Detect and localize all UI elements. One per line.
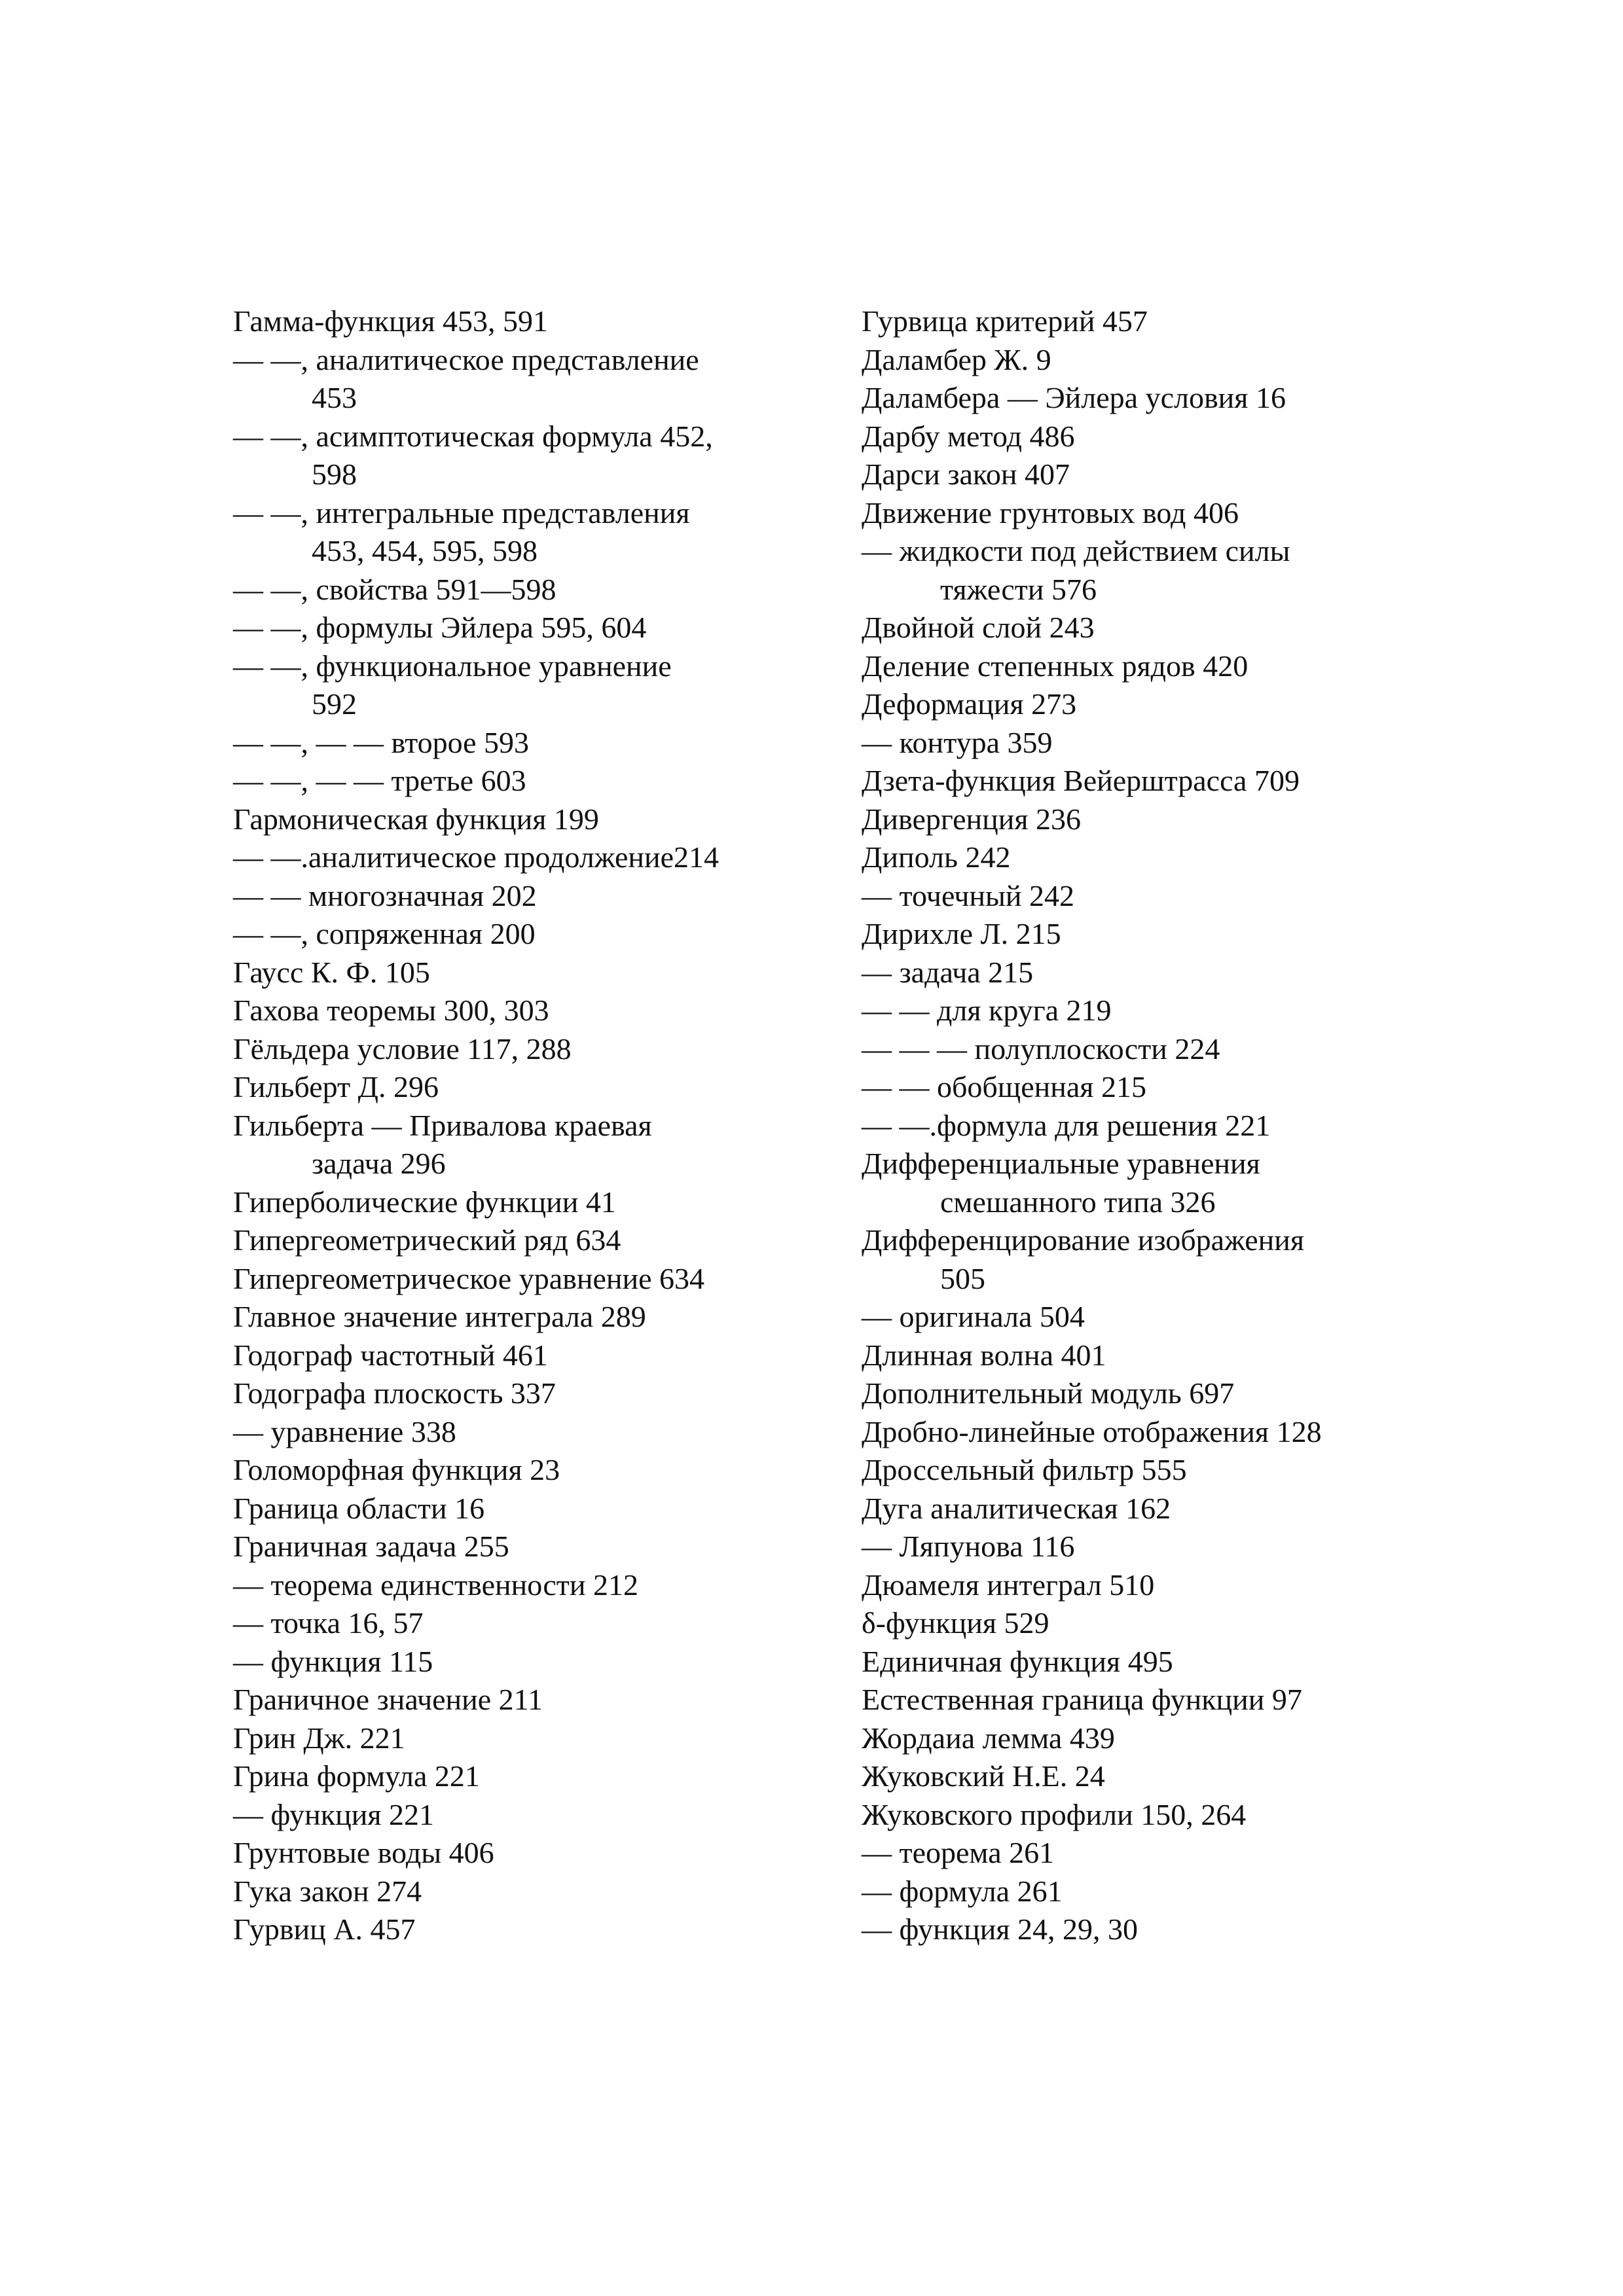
index-entry — [862, 724, 1451, 762]
index-entry — [862, 1068, 1451, 1107]
index-entry — [862, 1834, 1451, 1873]
index-entry — [862, 647, 1451, 686]
index-entry-text: — —.аналитическое продолжение214 — [233, 840, 720, 874]
index-entry — [862, 1030, 1451, 1069]
index-entry — [862, 915, 1451, 954]
index-entry — [233, 1030, 822, 1069]
index-entry — [233, 647, 822, 724]
index-entry — [862, 1336, 1451, 1375]
index-entry — [862, 532, 1451, 609]
index-entry-text: — —.формула для решения 221 — [862, 1108, 1271, 1142]
index-entry-text: Жуковского профили 150, 264 — [862, 1797, 1247, 1831]
index-entry-text: Гука закон 274 — [233, 1874, 422, 1908]
index-entry-text: Грина формула 221 — [233, 1759, 480, 1793]
index-entry-text: Деление степенных рядов 420 — [862, 649, 1249, 683]
index-entry — [862, 800, 1451, 839]
index-entry — [862, 1298, 1451, 1336]
index-entry-text: Гурвиц А. 457 — [233, 1912, 416, 1946]
index-entry — [862, 762, 1451, 800]
index-entry — [233, 915, 822, 954]
index-entry-text: Деформация 273 — [862, 687, 1077, 721]
index-entry — [233, 1796, 822, 1835]
index-entry-text: — — — полуплоскости 224 — [862, 1031, 1220, 1066]
index-entry-continuation: смешанного типа 326 — [940, 1185, 1216, 1219]
index-entry-text: Главное значение интеграла 289 — [233, 1300, 646, 1333]
index-entry — [862, 609, 1451, 647]
index-entry-text: — —, интегральные представления — [233, 495, 690, 529]
index-entry-text: Дифференциальные уравнения — [862, 1147, 1260, 1180]
index-entry-text: — теорема 261 — [862, 1836, 1055, 1869]
index-entry — [862, 1910, 1451, 1949]
index-entry-text: — —, функциональное уравнение — [233, 649, 672, 683]
index-entry — [233, 1451, 822, 1490]
index-entry-text: Дарси закон 407 — [862, 457, 1070, 491]
index-entry-text: Голоморфная функция 23 — [233, 1453, 560, 1486]
index-entry-text: Гёльдера условие 117, 288 — [233, 1031, 572, 1066]
index-entry — [862, 302, 1451, 341]
index-entry-text: Гипергеометрический ряд 634 — [233, 1223, 621, 1257]
index-entry-text: — точечный 242 — [862, 878, 1074, 912]
index-entry — [862, 1107, 1451, 1145]
index-entry — [233, 1604, 822, 1643]
index-entry-text: Единичная функция 495 — [862, 1644, 1173, 1678]
index-entry-text: — —, свойства 591—598 — [233, 572, 556, 606]
index-entry — [233, 1834, 822, 1873]
index-entry — [233, 571, 822, 609]
index-entry — [233, 954, 822, 992]
index-entry — [862, 1681, 1451, 1719]
index-entry-continuation: 598 — [312, 457, 357, 491]
index-entry-text: Дополнительный модуль 697 — [862, 1376, 1235, 1410]
index-entry — [233, 1068, 822, 1107]
index-entry — [862, 685, 1451, 724]
index-entry — [862, 1719, 1451, 1758]
index-entry — [233, 1566, 822, 1605]
index-entry-text: Гильберт Д. 296 — [233, 1070, 439, 1103]
index-entry-text: — функция 221 — [233, 1797, 435, 1831]
index-entry — [233, 1374, 822, 1413]
index-entry-text: — — многозначная 202 — [233, 878, 537, 912]
index-entry-text: δ-функция 529 — [862, 1606, 1049, 1640]
index-entry-continuation: тяжести 576 — [940, 572, 1097, 606]
index-entry — [233, 877, 822, 916]
index-entry-text: Движение грунтовых вод 406 — [862, 495, 1239, 529]
index-entry — [233, 992, 822, 1030]
index-entry-text: — — для круга 219 — [862, 994, 1112, 1027]
index-entry — [233, 838, 822, 877]
index-entry-text: Диполь 242 — [862, 840, 1011, 874]
index-entry — [862, 494, 1451, 533]
index-entry — [233, 1757, 822, 1796]
index-entry-text: — —, сопряженная 200 — [233, 917, 536, 950]
index-entry — [862, 341, 1451, 380]
index-entry-text: Грунтовые воды 406 — [233, 1836, 494, 1869]
index-entry — [862, 877, 1451, 916]
index-entry — [862, 1643, 1451, 1681]
index-entry — [233, 1107, 822, 1183]
index-entry-text: Гаусс К. Ф. 105 — [233, 955, 430, 989]
index-entry — [233, 762, 822, 800]
index-entry-text: — —, аналитическое представление — [233, 342, 699, 376]
index-entry — [862, 1528, 1451, 1566]
index-entry — [233, 1873, 822, 1911]
index-entry-text: Граничная задача 255 — [233, 1530, 509, 1563]
index-entry-text: Гахова теоремы 300, 303 — [233, 994, 549, 1027]
index-entry — [233, 724, 822, 762]
index-entry-text: Дифференцирование изображения — [862, 1223, 1305, 1257]
index-entry-text: Годограф частотный 461 — [233, 1338, 548, 1372]
index-entry — [233, 609, 822, 647]
index-entry-continuation: задача 296 — [312, 1147, 446, 1180]
index-entry — [862, 1757, 1451, 1796]
index-entry-text: Дробно-линейные отображения 128 — [862, 1414, 1322, 1448]
index-entry — [862, 1451, 1451, 1490]
index-entry-text: Гиперболические функции 41 — [233, 1185, 616, 1219]
index-entry — [862, 1145, 1451, 1221]
index-entry — [233, 1336, 822, 1375]
index-entry-text: — функция 24, 29, 30 — [862, 1912, 1139, 1946]
index-entry-text: Жуковский Н.Е. 24 — [862, 1759, 1105, 1793]
index-entry-text: — контура 359 — [862, 725, 1053, 759]
index-entry-text: — —, — — второе 593 — [233, 725, 530, 759]
index-entry-text: — —, асимптотическая формула 452, — [233, 419, 713, 453]
index-entry-text: — уравнение 338 — [233, 1414, 456, 1448]
index-entry — [233, 302, 822, 341]
index-entry-text: Дивергенция 236 — [862, 802, 1082, 836]
index-entry-continuation: 592 — [312, 687, 357, 721]
index-entry-text: Даламбер Ж. 9 — [862, 342, 1051, 376]
index-entry — [862, 379, 1451, 418]
index-entry — [233, 1719, 822, 1758]
index-entry — [862, 954, 1451, 992]
index-entry — [233, 1298, 822, 1336]
index-entry — [233, 1528, 822, 1566]
index-entry — [233, 1413, 822, 1452]
index-entry — [233, 1643, 822, 1681]
index-entry — [233, 1681, 822, 1719]
index-entry-text: Гипергеометрическое уравнение 634 — [233, 1261, 705, 1295]
index-entry-continuation: 453 — [312, 381, 357, 414]
index-entry — [233, 1260, 822, 1299]
index-entry — [233, 418, 822, 494]
index-entry-text: Гурвица критерий 457 — [862, 304, 1148, 338]
index-entry-continuation: 505 — [940, 1261, 985, 1295]
index-entry — [862, 1566, 1451, 1605]
index-entry-text: — —, — — третье 603 — [233, 764, 526, 797]
index-entry — [862, 1413, 1451, 1452]
index-entry-text: — задача 215 — [862, 955, 1034, 989]
index-entry — [233, 1221, 822, 1260]
index-entry — [233, 1490, 822, 1528]
index-entry-text: — точка 16, 57 — [233, 1606, 424, 1640]
index-entry-text: Дроссельный фильтр 555 — [862, 1453, 1187, 1486]
index-entry-text: Граничное значение 211 — [233, 1683, 543, 1716]
index-entry — [233, 341, 822, 418]
index-entry-text: Годографа плоскость 337 — [233, 1376, 556, 1410]
index-entry — [233, 1183, 822, 1222]
index-entry-text: Дюамеля интеграл 510 — [862, 1568, 1155, 1602]
index-entry-text: Дуга аналитическая 162 — [862, 1491, 1171, 1525]
index-entry-text: — жидкости под действием силы — [862, 534, 1290, 567]
index-entry — [862, 992, 1451, 1030]
index-entry — [233, 800, 822, 839]
index-entry-text: Даламбера — Эйлера условия 16 — [862, 381, 1286, 414]
index-entry — [862, 838, 1451, 877]
index-entry-text: Грин Дж. 221 — [233, 1721, 405, 1755]
index-entry-text: — теорема единственности 212 — [233, 1568, 639, 1602]
index-entry — [862, 1221, 1451, 1298]
index-entry-text: Двойной слой 243 — [862, 611, 1095, 644]
index-entry — [862, 1796, 1451, 1835]
index-entry-continuation: 453, 454, 595, 598 — [312, 534, 538, 567]
index-entry — [862, 1374, 1451, 1413]
index-entry-text: — формула 261 — [862, 1874, 1063, 1908]
index-entry — [862, 1604, 1451, 1643]
index-entry-text: Дарбу метод 486 — [862, 419, 1075, 453]
index-entry-text: Дирихле Л. 215 — [862, 917, 1061, 950]
index-entry-text: — функция 115 — [233, 1644, 433, 1678]
index-entry-text: Дзета-функция Вейерштрасса 709 — [862, 764, 1300, 797]
index-entry — [862, 1873, 1451, 1911]
index-entry-text: — — обобщенная 215 — [862, 1070, 1146, 1103]
index-column-left — [233, 302, 822, 1949]
index-entry-text: — —, формулы Эйлера 595, 604 — [233, 611, 647, 644]
index-entry-text: Жордаиа лемма 439 — [862, 1721, 1115, 1755]
index-entry-text: Естественная граница функции 97 — [862, 1683, 1302, 1716]
index-entry-text: Гильберта — Привалова краевая — [233, 1108, 652, 1142]
index-entry-text: — оригинала 504 — [862, 1300, 1085, 1333]
index-column-right — [862, 302, 1451, 1949]
index-entry-text: Гамма-функция 453, 591 — [233, 304, 549, 338]
index-entry — [862, 1490, 1451, 1528]
index-entry-text: Длинная волна 401 — [862, 1338, 1106, 1372]
index-entry — [862, 418, 1451, 456]
index-entry — [233, 1910, 822, 1949]
index-entry-text: — Ляпунова 116 — [862, 1530, 1075, 1563]
index-entry — [862, 456, 1451, 494]
index-entry-text: Гармоническая функция 199 — [233, 802, 599, 836]
index-entry-text: Граница области 16 — [233, 1491, 485, 1525]
index-entry — [233, 494, 822, 571]
